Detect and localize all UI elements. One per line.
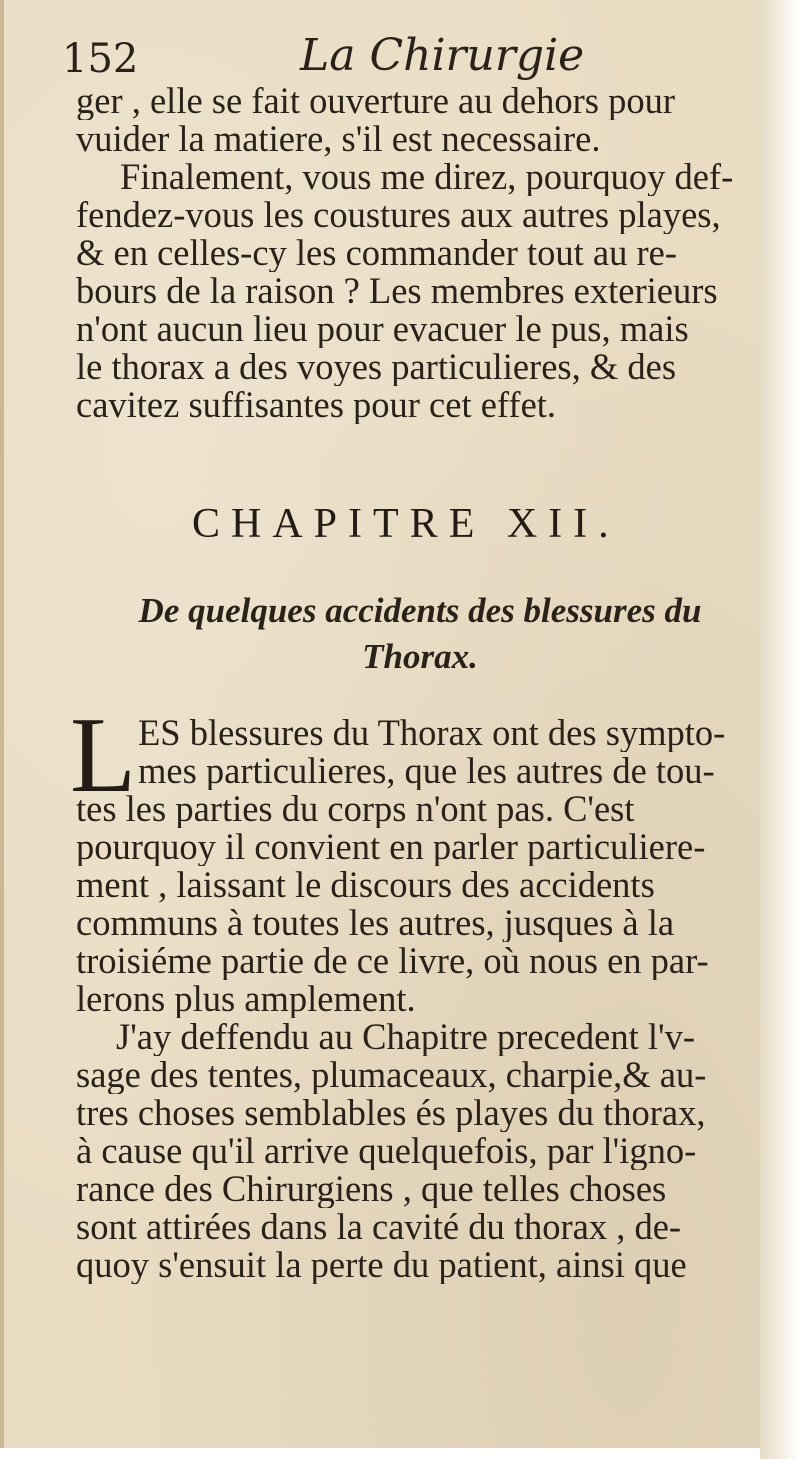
text-line: mes particulieres, que les autres de tou- bbox=[138, 752, 715, 790]
text-line: troisiéme partie de ce livre, où nous en par- bbox=[76, 942, 709, 980]
text-line: ment , laissant le discours des accidents bbox=[76, 866, 655, 904]
text-line: ES blessures du Thorax ont des sympto- bbox=[138, 714, 726, 752]
running-head bbox=[62, 28, 762, 88]
text-line: sont attirées dans la cavité du thorax , de- bbox=[76, 1208, 682, 1246]
text-line: bours de la raison ? Les membres exterieurs bbox=[76, 272, 718, 310]
text-line: n'ont aucun lieu pour evacuer le pus, mais bbox=[76, 310, 689, 348]
text-line: J'ay deffendu au Chapitre precedent l'v- bbox=[116, 1018, 696, 1056]
text-line: cavitez suffisantes pour cet effet. bbox=[76, 386, 557, 424]
text-line: fendez-vous les coustures aux autres playes, bbox=[76, 196, 721, 234]
text-line: communs à toutes les autres, jusques à la bbox=[76, 904, 675, 942]
text-line: quoy s'ensuit la perte du patient, ainsi que bbox=[76, 1246, 687, 1284]
chapter-subtitle bbox=[110, 588, 730, 680]
drop-capital: L bbox=[70, 696, 136, 815]
text-line: rance des Chirurgiens , que telles choses bbox=[76, 1170, 667, 1208]
text-line: sage des tentes, plumaceaux, charpie,& au- bbox=[76, 1056, 707, 1094]
text-line: lerons plus amplement. bbox=[76, 980, 416, 1018]
page-edge bbox=[760, 0, 800, 1459]
chapter-subtitle-line: Thorax. bbox=[362, 637, 478, 676]
text-line: ger , elle se fait ouverture au dehors pour bbox=[76, 82, 675, 120]
text-line: vuider la matiere, s'il est necessaire. bbox=[76, 120, 601, 158]
intro-paragraphs bbox=[76, 82, 766, 424]
text-line: le thorax a des voyes particulieres, & des bbox=[76, 348, 677, 386]
chapter-subtitle-line: De quelques accidents des blessures du bbox=[138, 591, 702, 630]
chapter-body bbox=[76, 714, 766, 1284]
text-line: tes les parties du corps n'ont pas. C'est bbox=[76, 790, 635, 828]
text-line: Finalement, vous me direz, pourquoy def- bbox=[120, 158, 734, 196]
running-title: La Chirurgie bbox=[300, 30, 585, 81]
text-line: à cause qu'il arrive quelquefois, par l'igno- bbox=[76, 1132, 697, 1170]
text-line: pourquoy il convient en parler particuliere- bbox=[76, 828, 706, 866]
text-line: tres choses semblables és playes du thorax, bbox=[76, 1094, 706, 1132]
text-line: & en celles-cy les commander tout au re- bbox=[76, 234, 677, 272]
page-number: 152 bbox=[62, 36, 139, 82]
chapter-heading: CHAPITRE XII. bbox=[192, 501, 620, 547]
